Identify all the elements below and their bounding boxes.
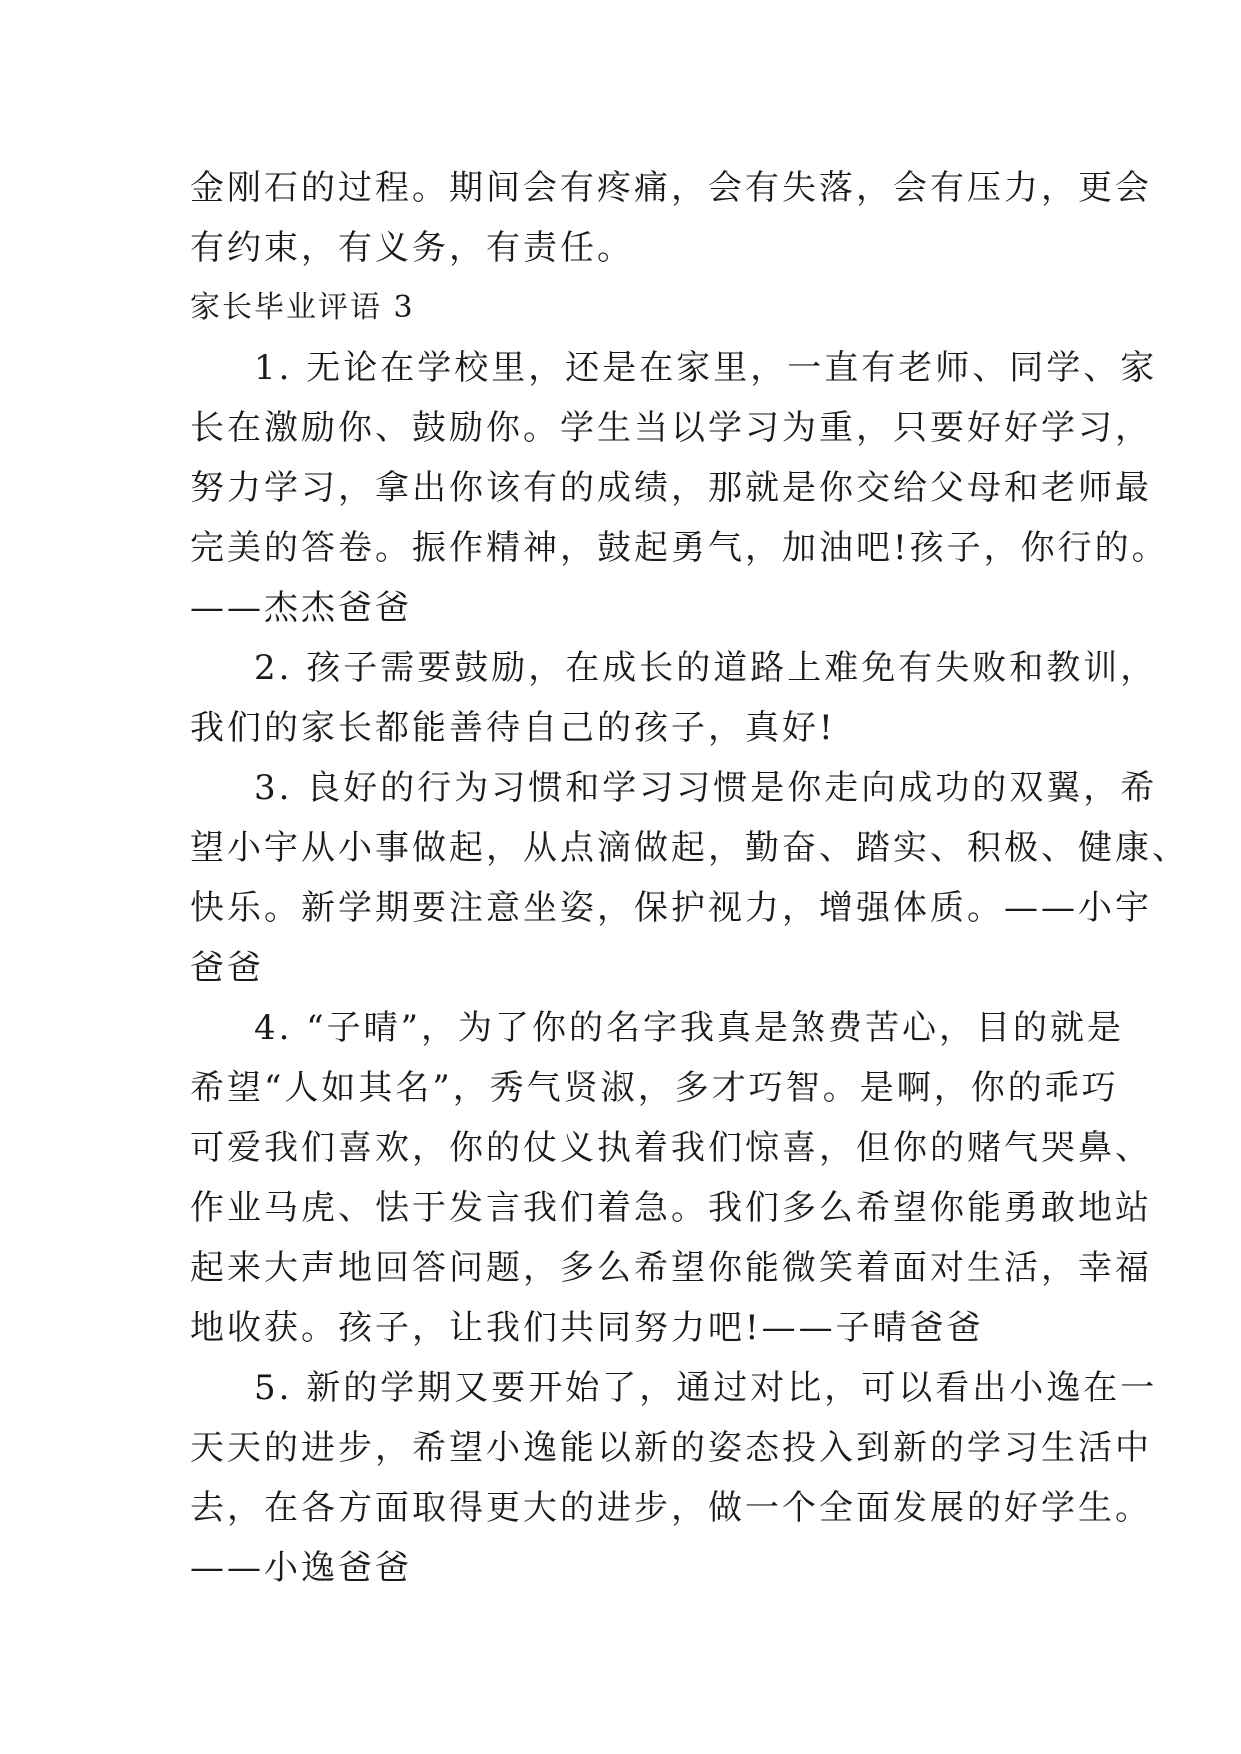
paragraph-line: 长在激励你、鼓励你。学生当以学习为重，只要好好学习， xyxy=(190,408,1152,448)
signature-line: ——小逸爸爸 xyxy=(190,1548,412,1588)
paragraph-line: 起来大声地回答问题，多么希望你能微笑着面对生活，幸福 xyxy=(190,1248,1152,1288)
paragraph-line: 可爱我们喜欢，你的仗义执着我们惊喜，但你的赌气哭鼻、 xyxy=(190,1128,1152,1168)
paragraph-line: 1. 无论在学校里，还是在家里，一直有老师、同学、家 xyxy=(254,348,1158,388)
paragraph-line: 4. “子晴”，为了你的名字我真是煞费苦心，目的就是 xyxy=(254,1008,1125,1048)
paragraph-line: 5. 新的学期又要开始了，通过对比，可以看出小逸在一 xyxy=(254,1368,1158,1408)
signature-line: 爸爸 xyxy=(190,948,264,988)
paragraph-line: 希望“人如其名”，秀气贤淑，多才巧智。是啊，你的乖巧 xyxy=(190,1068,1119,1108)
paragraph-line: 努力学习，拿出你该有的成绩，那就是你交给父母和老师最 xyxy=(190,468,1152,508)
comment-item-5 xyxy=(190,1358,1158,1598)
paragraph-line: 快乐。新学期要注意坐姿，保护视力，增强体质。——小宇 xyxy=(190,888,1152,928)
paragraph-line: 3. 良好的行为习惯和学习习惯是你走向成功的双翼，希 xyxy=(254,768,1158,808)
signature-line: ——杰杰爸爸 xyxy=(190,588,412,628)
comment-item-1 xyxy=(190,338,1169,638)
paragraph-line: 作业马虎、怯于发言我们着急。我们多么希望你能勇敢地站 xyxy=(190,1188,1152,1228)
comment-item-3 xyxy=(190,758,1189,998)
paragraph-line: 天天的进步，希望小逸能以新的姿态投入到新的学习生活中 xyxy=(190,1428,1152,1468)
intro-line: 金刚石的过程。期间会有疼痛，会有失落，会有压力，更会 xyxy=(190,168,1152,208)
paragraph-line: 完美的答卷。振作精神，鼓起勇气，加油吧!孩子，你行的。 xyxy=(190,528,1169,568)
paragraph-line: 地收获。孩子，让我们共同努力吧!——子晴爸爸 xyxy=(190,1308,984,1348)
paragraph-line: 我们的家长都能善待自己的孩子，真好! xyxy=(190,708,836,748)
section-title: 家长毕业评语 3 xyxy=(190,290,415,325)
paragraph-line: 去，在各方面取得更大的进步，做一个全面发展的好学生。 xyxy=(190,1488,1152,1528)
document-body xyxy=(190,158,1189,1598)
comment-item-4 xyxy=(190,998,1152,1358)
paragraph-line: 2. 孩子需要鼓励，在成长的道路上难免有失败和教训， xyxy=(254,648,1158,688)
paragraph-line: 望小宇从小事做起，从点滴做起，勤奋、踏实、积极、健康、 xyxy=(190,828,1189,868)
intro-line: 有约束，有义务，有责任。 xyxy=(190,228,634,268)
comment-item-2 xyxy=(190,638,1158,758)
